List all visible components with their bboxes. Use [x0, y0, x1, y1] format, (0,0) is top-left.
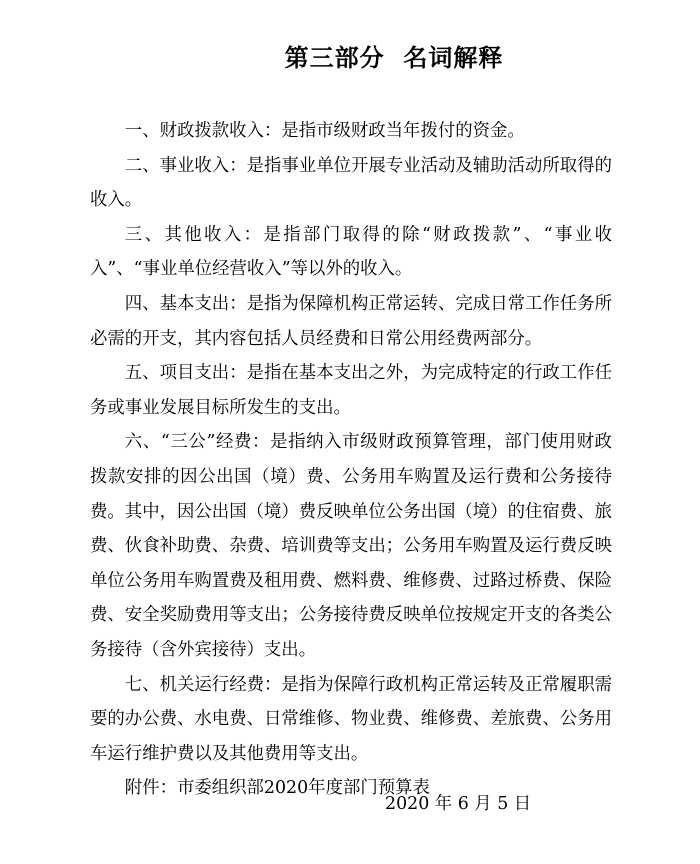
document-body — [90, 114, 612, 806]
paragraph-other-income: 三、其他收入：是指部门取得的除“财政拨款”、“事业收入”、“事业单位经营收入”等以外的收入。 — [90, 224, 612, 280]
paragraph-basic-expenditure: 四、基本支出：是指为保障机构正常运转、完成日常工作任务所必需的开支，其内容包括人员经费和日常公用经费两部分。 — [90, 293, 612, 349]
paragraph-business-income: 二、事业收入：是指事业单位开展专业活动及辅助活动所取得的收入。 — [90, 155, 612, 211]
page-title: 第三部分 名词解释 — [284, 43, 504, 72]
paragraph-project-expenditure: 五、项目支出：是指在基本支出之外，为完成特定的行政工作任务或事业发展目标所发生的支出。 — [90, 363, 612, 418]
document-date: 2020 年 6 月 5 日 — [385, 794, 532, 814]
attachment-line: 附件：市委组织部2020年度部门预算表 — [124, 778, 430, 799]
paragraph-three-public-expenses: 六、“三公”经费：是指纳入市级财政预算管理，部门使用财政拨款安排的因公出国（境）费、公务用车购置及运行费和公务接待费。其中，因公出国（境）费反映单位公务出国（境）的住宿费、旅费、伙食补助费、杂费、培训费等支出；公务用车购置及运行费反映单位公务用车购置费及租用费、燃料费、维修费、过路过桥费、保险费、安全奖励费用等支出；公务接待费反映单位按规定开支的各类公务接待（含外宾接待）支出。 — [90, 432, 612, 660]
paragraph-agency-operating-expenses: 七、机关运行经费：是指为保障行政机构正常运转及正常履职需要的办公费、水电费、日常维修、物业费、维修费、差旅费、公务用车运行维护费以及其他费用等支出。 — [90, 674, 612, 764]
paragraph-fiscal-appropriation-income: 一、财政拨款收入：是指市级财政当年拨付的资金。 — [124, 121, 525, 141]
